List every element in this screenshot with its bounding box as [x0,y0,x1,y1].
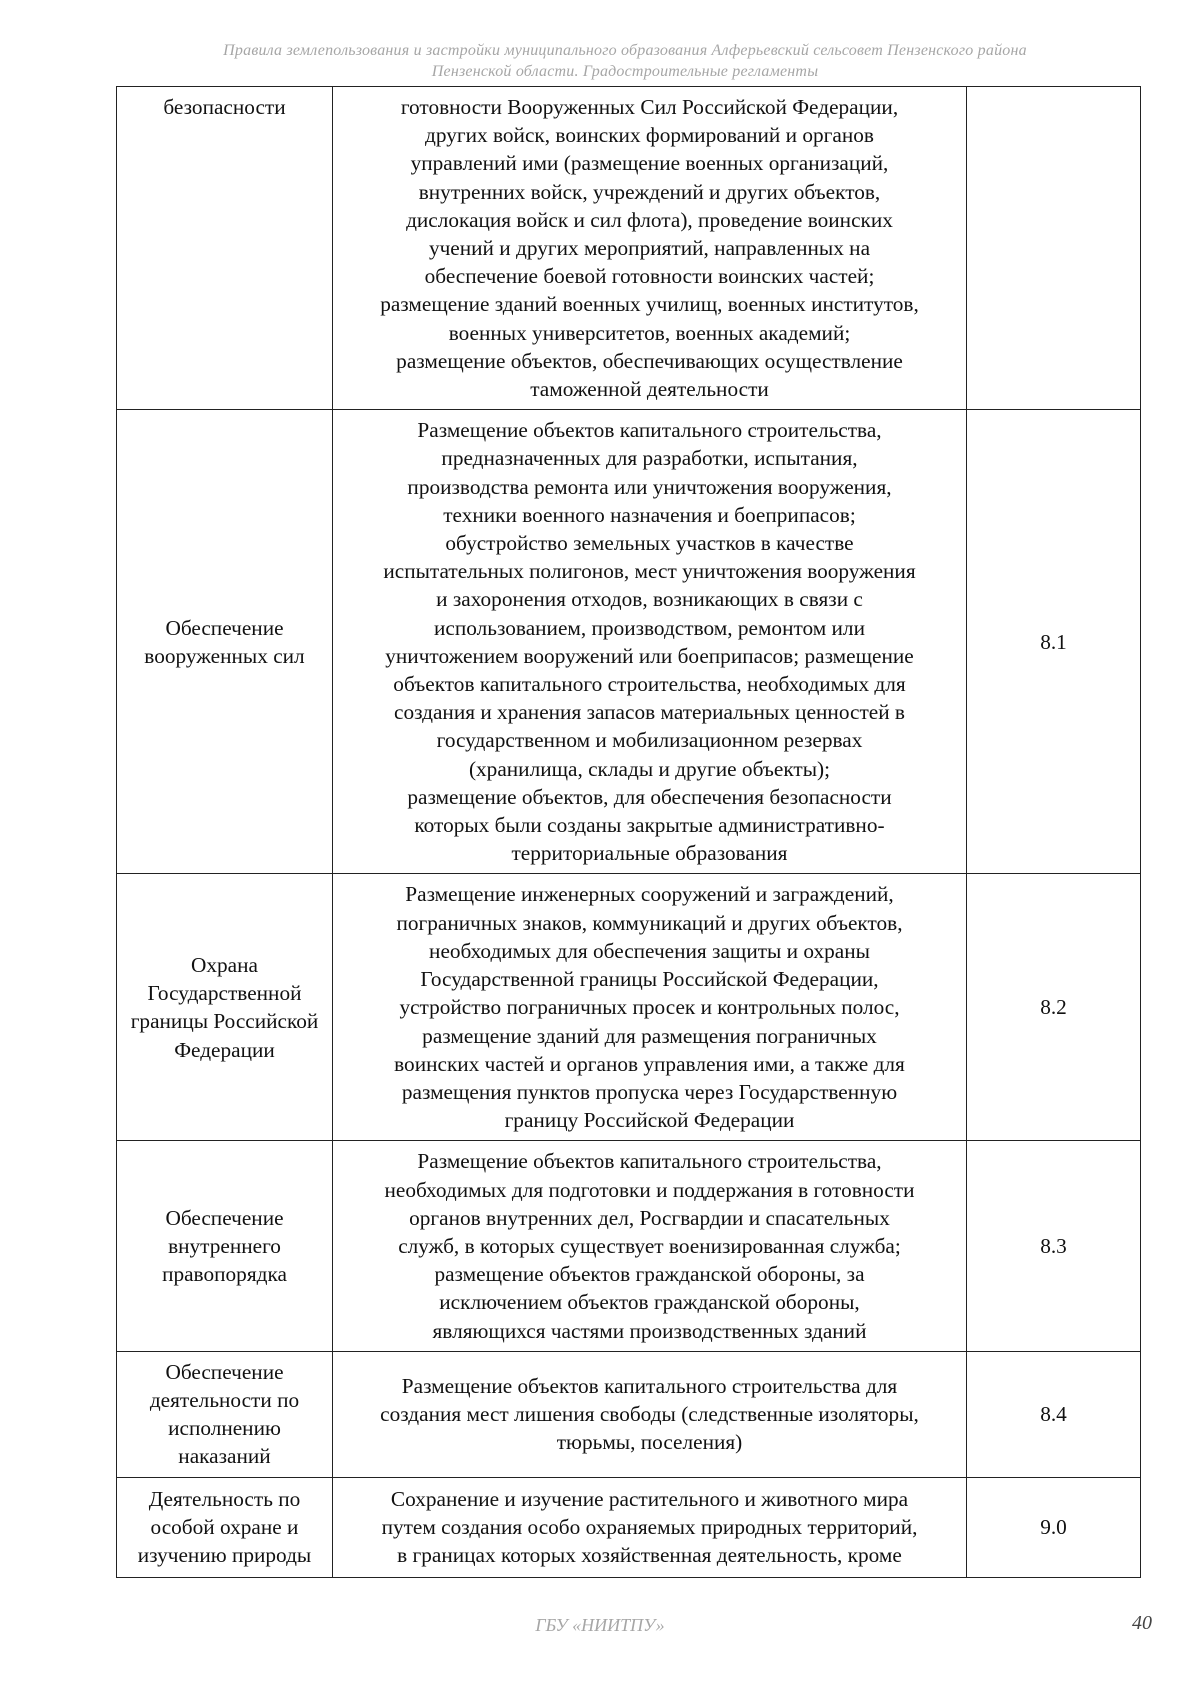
description-line: необходимых для подготовки и поддержания в готовности [384,1177,915,1202]
use-type-name: Обеспечение внутреннего правопорядка [117,1141,333,1351]
regulations-table-body [117,87,1141,1578]
description-line: и захоронения отходов, возникающих в связи с [436,587,863,612]
regulations-table [116,86,1141,1578]
description-line: Размещение объектов капитального строительства для [401,1373,898,1398]
description-line: являющихся частями производственных зданий [432,1318,867,1343]
description-line: Государственной границы Российской Федерации, [420,967,879,992]
description-line: уничтожением вооружений или боеприпасов; размещение [385,643,914,668]
table-row [117,87,1141,410]
description-line: управлений ими (размещение военных организаций, [410,151,889,176]
use-type-code: 8.4 [967,1351,1141,1477]
description-line: создания и хранения запасов материальных ценностей в [394,700,905,725]
description-line: размещения пунктов пропуска через Государственную [401,1079,898,1104]
use-type-code: 8.2 [967,874,1141,1141]
use-type-description [333,410,967,874]
use-type-code: 8.3 [967,1141,1141,1351]
description-line: предназначенных для разработки, испытания, [441,446,858,471]
description-line: внутренних войск, учреждений и других объектов, [418,179,881,204]
description-line: в границах которых хозяйственная деятельность, кроме [397,1543,902,1568]
use-type-name: Обеспечение вооруженных сил [117,410,333,874]
description-line: служб, в которых существует военизированная служба; [398,1233,901,1258]
description-line: пограничных знаков, коммуникаций и других объектов, [396,910,903,935]
use-type-name: Деятельность по особой охране и изучению природы [117,1477,333,1577]
description-line: исключением объектов гражданской обороны, [439,1290,860,1315]
description-line: путем создания особо охраняемых природных территорий, [381,1514,918,1539]
use-type-code: 9.0 [967,1477,1141,1577]
use-type-name: Обеспечение деятельности по исполнению наказаний [117,1351,333,1477]
description-line: создания мест лишения свободы (следственные изоляторы, [380,1402,919,1427]
use-type-name: Охрана Государственной границы Российской Федерации [117,874,333,1141]
table-row [117,1477,1141,1577]
header-line-2: Пензенской области. Градостроительные регламенты [431,63,819,80]
use-type-code: 8.1 [967,410,1141,874]
use-type-name: безопасности [117,87,333,410]
description-line: обустройство земельных участков в качестве [445,531,854,556]
description-line: воинских частей и органов управления ими, а также для [394,1051,905,1076]
use-type-description [333,1477,967,1577]
description-line: учений и других мероприятий, направленных на [428,236,871,261]
description-line: размещение зданий военных училищ, военных институтов, [380,292,919,317]
description-line: военных университетов, военных академий; [448,320,851,345]
description-line: Размещение инженерных сооружений и заграждений, [405,882,894,907]
description-line: техники военного назначения и боеприпасов; [443,502,856,527]
description-line: объектов капитального строительства, необходимых для [393,672,906,697]
description-line: (хранилища, склады и другие объекты); [468,756,831,781]
description-line: размещение зданий для размещения пограничных [422,1023,877,1048]
description-line: Размещение объектов капитального строительства, [417,1149,882,1174]
description-line: необходимых для обеспечения защиты и охраны [429,938,870,963]
description-line: Размещение объектов капитального строительства, [417,418,882,443]
description-line: таможенной деятельности [530,377,769,402]
description-line: размещение объектов, обеспечивающих осуществление [396,348,903,373]
description-line: тюрьмы, поселения) [556,1430,743,1455]
use-type-description [333,1141,967,1351]
description-line: Сохранение и изучение растительного и животного мира [390,1486,909,1511]
description-line: размещение объектов гражданской обороны, за [434,1262,865,1287]
footer-organization: ГБУ «НИИТПУ» [535,1615,665,1635]
description-line: обеспечение боевой готовности воинских частей; [424,264,875,289]
description-line: границу Российской Федерации [504,1108,795,1133]
description-line: государственном и мобилизационном резервах [436,728,863,753]
use-type-description [333,87,967,410]
description-line: размещение объектов, для обеспечения безопасности [407,784,892,809]
description-line: дислокация войск и сил флота), проведение воинских [406,207,893,232]
use-type-code [967,87,1141,410]
table-row [117,410,1141,874]
use-type-description [333,1351,967,1477]
description-line: устройство пограничных просек и контрольных полос, [399,995,900,1020]
table-row [117,1351,1141,1477]
table-row [117,874,1141,1141]
description-line: испытательных полигонов, мест уничтожения вооружения [383,559,916,584]
description-line: производства ремонта или уничтожения вооружения, [407,474,892,499]
description-line: использованием, производством, ремонтом или [434,615,865,640]
description-line: органов внутренних дел, Росгвардии и спасательных [409,1205,890,1230]
use-type-description [333,874,967,1141]
description-line: готовности Вооруженных Сил Российской Федерации, [400,95,899,119]
table-row [117,1141,1141,1351]
header-line-1: Правила землепользования и застройки муниципального образования Алферьевский сельсовет Пензенского района [223,42,1027,59]
description-line: которых были созданы закрытые административно- [414,813,885,838]
page-number: 40 [1132,1612,1152,1634]
description-line: территориальные образования [511,841,788,866]
description-line: других войск, воинских формирований и органов [425,123,874,148]
running-header [110,40,1140,82]
